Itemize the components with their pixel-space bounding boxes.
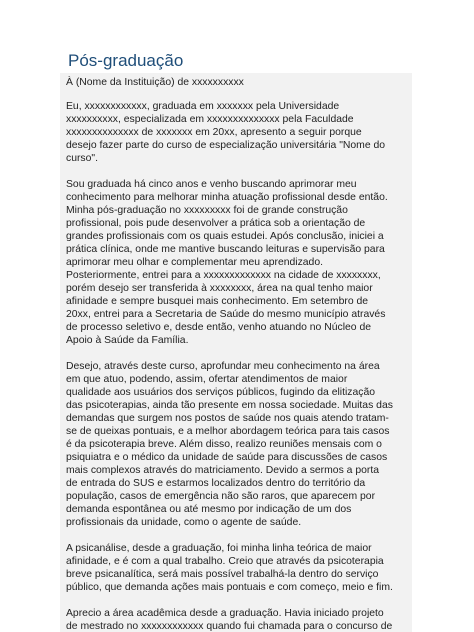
paragraph-5 — [66, 542, 412, 594]
paragraph-line: profissionais da unidade, como o agente de saúde. — [66, 517, 302, 528]
paragraph-line: aprimorar meu olhar e complementar meu aprendizado. — [66, 257, 324, 268]
paragraph-line: grandes profissionais com os quais estudei. Após conclusão, iniciei a — [66, 231, 384, 242]
paragraph-line: porém desejo ser transferida à xxxxxxxx, área na qual tenho maior — [66, 283, 373, 294]
paragraph-line: À (Nome da Instituição) de xxxxxxxxxx — [66, 77, 244, 88]
paragraph-1 — [66, 76, 412, 89]
paragraph-line: curso". — [66, 153, 98, 164]
paragraph-line: Posteriormente, entrei para a xxxxxxxxxxxxx na cidade de xxxxxxxx, — [66, 270, 381, 281]
document-title: Pós-graduação — [68, 51, 184, 70]
paragraph-line: de entrada do SUS e estarmos localizados dentro do território da — [66, 478, 366, 489]
paragraph-line: conhecimento para melhorar minha atuação profissional desde então. — [66, 192, 388, 203]
paragraph-line: Eu, xxxxxxxxxxxx, graduada em xxxxxxx pela Universidade — [66, 101, 340, 112]
paragraph-line: qualidade aos usuários dos serviços públicos, fugindo da elitização — [66, 387, 376, 398]
paragraph-line: população, casos de emergência não são raros, que aparecem por — [66, 491, 376, 502]
paragraph-line: A psicanálise, desde a graduação, foi minha linha teórica de maior — [66, 543, 372, 554]
paragraph-line: desejo fazer parte do curso de especialização universitária "Nome do — [66, 140, 386, 151]
paragraph-line: Aprecio a área acadêmica desde a graduação. Havia iniciado projeto — [66, 608, 384, 619]
paragraph-line: das psicoterapias, ainda tão presente em nossa sociedade. Muitas das — [66, 400, 393, 411]
paragraph-line: demanda espontânea ou até mesmo por indicação de um dos — [66, 504, 352, 515]
paragraph-line: xxxxxxxxxxxxxx de xxxxxxx em 20xx, apresento a seguir porque — [66, 127, 362, 138]
paragraph-line: em que atuo, podendo, assim, ofertar atendimentos de maior — [66, 374, 348, 385]
paragraph-line: breve psicanalítica, será mais possível trabalhá-la dentro do serviço — [66, 569, 379, 580]
paragraph-line: xxxxxxxxxx, especializada em xxxxxxxxxxxxxx pela Faculdade — [66, 114, 354, 125]
paragraph-line: profissional, pois pude desenvolver a prática sob a orientação de — [66, 218, 366, 229]
paragraph-line: Sou graduada há cinco anos e venho buscando aprimorar meu — [66, 179, 357, 190]
paragraph-3 — [66, 178, 412, 347]
paragraph-line: afinidade e sempre busquei mais conhecimento. Em setembro de — [66, 296, 369, 307]
paragraph-line: demandas que surgem nos postos de saúde nos quais atendo tratam- — [66, 413, 389, 424]
paragraph-line: se de queixas pontuais, e a melhor abordagem teórica para tais casos — [66, 426, 390, 437]
paragraph-line: de mestrado no xxxxxxxxxxxx quando fui chamada para o concurso de — [66, 621, 393, 632]
paragraph-line: psiquiatra e o médico da unidade de saúde para discussões de casos — [66, 452, 388, 463]
paragraph-line: é da psicoterapia breve. Além disso, realizo reuniões mensais com o — [66, 439, 382, 450]
paragraph-2 — [66, 100, 412, 165]
paragraph-line: mais complexos através do matriciamento. Devido a sermos a porta — [66, 465, 380, 476]
paragraph-4 — [66, 360, 412, 529]
paragraph-line: prática clínica, onde me mantive buscando leituras e supervisão para — [66, 244, 385, 255]
paragraph-6 — [66, 607, 412, 632]
document-body — [60, 73, 412, 632]
paragraph-line: público, que demanda ações mais pontuais e com começo, meio e fim. — [66, 582, 393, 593]
paragraph-line: Apoio à Saúde da Família. — [66, 335, 189, 346]
paragraph-line: Minha pós-graduação no xxxxxxxxx foi de grande construção — [66, 205, 348, 216]
paragraph-line: afinidade, e é com a qual trabalho. Creio que através da psicoterapia — [66, 556, 384, 567]
paragraph-line: de processo seletivo e, desde então, venho atuando no Núcleo de — [66, 322, 372, 333]
paragraph-line: 20xx, entrei para a Secretaria de Saúde do mesmo município através — [66, 309, 386, 320]
paragraph-line: Desejo, através deste curso, aprofundar meu conhecimento na área — [66, 361, 380, 372]
